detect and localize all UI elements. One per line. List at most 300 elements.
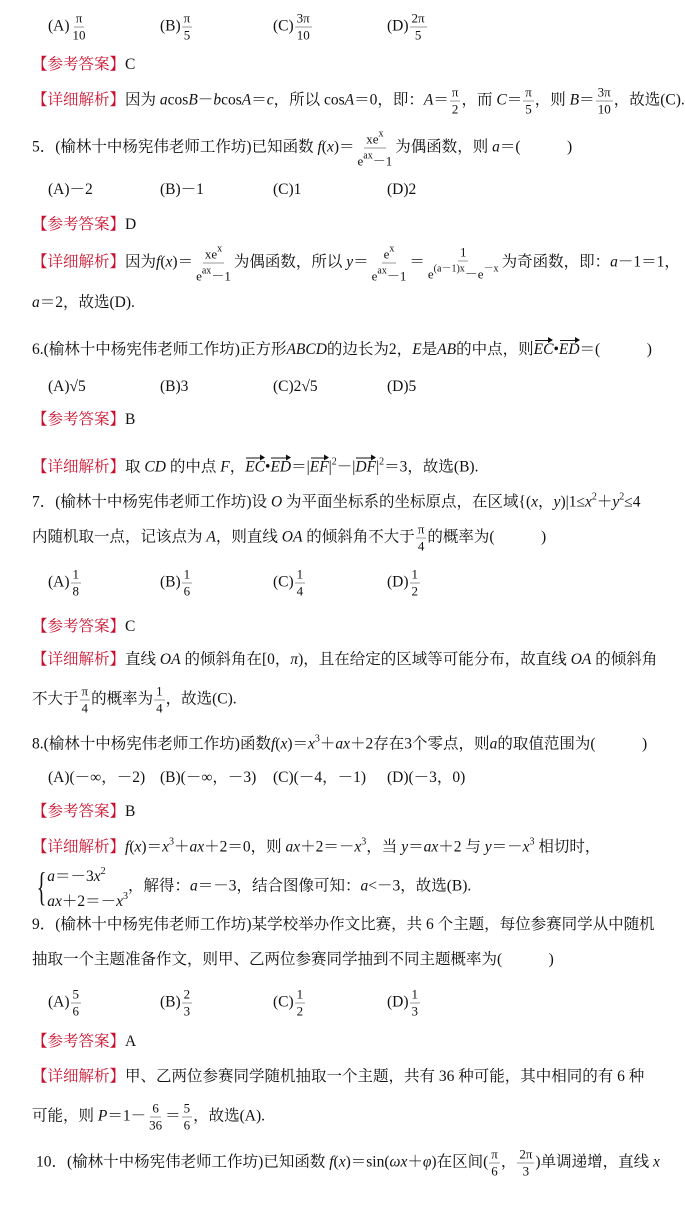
text: 为偶函数，则 (395, 138, 493, 156)
math-variable: π (290, 651, 299, 668)
denominator (182, 28, 193, 44)
answer-option (273, 987, 306, 1020)
text: xe (366, 131, 379, 147)
section-label: 【参考答案】 (32, 56, 126, 73)
text: 因为 (125, 91, 160, 109)
text: e (427, 266, 434, 281)
text: cos (221, 91, 242, 109)
text: (B) (160, 17, 181, 35)
math-variable: F (220, 458, 230, 476)
answer-option (160, 987, 193, 1020)
numerator (489, 1147, 500, 1164)
math-variable: C (496, 91, 507, 109)
numerator (203, 242, 224, 264)
text: 3 (522, 1163, 530, 1179)
text-line (32, 914, 655, 936)
answer-option (160, 767, 256, 789)
numerator (596, 85, 613, 102)
text: 的中点，则 (456, 341, 534, 358)
math-variable: a (47, 868, 55, 885)
text: ＝ (165, 1107, 181, 1125)
detailed-solution (32, 649, 657, 671)
math-variable: x (652, 1153, 660, 1171)
text: π (525, 84, 532, 100)
text: 8.(榆林十中杨宪伟老师工作坊)函数 (32, 735, 271, 753)
math-variable: x (522, 838, 530, 856)
fraction (295, 987, 306, 1020)
answer-option (160, 567, 193, 600)
text: 6 (183, 583, 191, 599)
math-variable: ABCD (286, 341, 327, 358)
text: ，当 (366, 838, 402, 856)
text: 为平面坐标系的坐标原点，在区域{( (282, 493, 532, 511)
text: )在区间( (431, 1153, 489, 1171)
text: ＋ (319, 735, 336, 753)
text: 10 (597, 101, 611, 117)
text: 3π (296, 10, 310, 26)
answer-option (273, 767, 366, 789)
text: 5．(榆林十中杨宪伟老师工作坊)已知函数 (32, 138, 318, 156)
text: －e (464, 266, 484, 281)
text: • (553, 341, 559, 358)
math-variable: ax (47, 893, 62, 910)
text: ＋2＝－ (300, 838, 355, 856)
math-variable: a (32, 294, 40, 311)
text: ( (129, 838, 135, 856)
fraction (426, 244, 501, 282)
fraction (523, 85, 534, 118)
text: 8 (72, 583, 80, 599)
math-variable: A (241, 91, 252, 109)
math-variable: y (484, 838, 492, 856)
text: 7．(榆林十中杨宪伟老师工作坊)设 (32, 493, 271, 511)
math-variable: B (569, 91, 580, 109)
math-variable: f (156, 253, 161, 271)
denominator (450, 102, 461, 118)
fraction (596, 85, 613, 118)
fraction (517, 1147, 534, 1180)
text-line (32, 684, 237, 717)
math-variable: f (125, 838, 130, 856)
text: ＋ (407, 1153, 423, 1171)
text: ( (333, 1153, 339, 1171)
text-line (32, 292, 135, 314)
text: 9．(榆林十中杨宪伟老师工作坊)某学校举办作文比赛，共 6 个主题，每位参赛同学从中随机 (32, 916, 655, 933)
text: 2π (411, 10, 425, 26)
text: ＝ (353, 253, 369, 271)
math-variable: O (270, 493, 283, 511)
numerator (71, 567, 82, 584)
math-variable: x (338, 1153, 346, 1171)
fraction (295, 567, 306, 600)
math-variable: OA (159, 651, 181, 668)
answer-option (273, 11, 313, 44)
text: ＝ (408, 838, 424, 856)
text: (D)5 (387, 378, 417, 395)
answer-option (273, 567, 306, 600)
numerator (295, 11, 312, 28)
text: －1 (372, 153, 393, 169)
section-label: 【详细解析】 (32, 651, 126, 668)
text: π (417, 521, 425, 537)
text: ，故选(C). (613, 91, 685, 109)
answer-option (387, 567, 421, 600)
superscript: 3 (529, 836, 535, 848)
text: 的倾斜角 (591, 651, 658, 668)
math-variable: OA (281, 528, 303, 546)
text: 为偶函数，所以 (233, 253, 347, 271)
numerator (150, 1101, 161, 1118)
fraction (194, 242, 233, 285)
text: • (265, 458, 271, 476)
math-variable: P (97, 1107, 108, 1125)
text: (A) (48, 17, 70, 35)
text: 1 (296, 986, 304, 1002)
text: 3 (183, 1003, 191, 1019)
answer-option (273, 179, 301, 201)
superscript: ax (377, 265, 387, 277)
text: e (383, 246, 390, 262)
math-variable: a (492, 138, 500, 156)
section-label: 【参考答案】 (32, 803, 126, 820)
text: | (376, 458, 380, 476)
text: (A) (48, 573, 70, 591)
denominator (154, 701, 165, 717)
text: 4 (81, 700, 89, 716)
section-label: 【参考答案】 (32, 411, 126, 428)
text: (C) (273, 573, 294, 591)
text: ，故选(A). (193, 1107, 266, 1125)
math-variable: E (412, 341, 422, 358)
numerator (450, 85, 461, 102)
text: ＋2＝0，则 (204, 838, 286, 856)
math-variable: y (553, 493, 561, 511)
denominator (370, 264, 409, 285)
text: )＝ (172, 253, 194, 271)
math-variable: a (610, 253, 618, 271)
detailed-solution (32, 242, 680, 285)
denominator (426, 261, 501, 282)
text: C (125, 56, 136, 73)
reference-answer (32, 1031, 136, 1053)
equation-rows (47, 862, 128, 912)
superscript: 3 (168, 836, 174, 848)
math-variable: x (280, 735, 288, 753)
text: 2 (451, 101, 459, 117)
left-brace: { (36, 864, 47, 909)
text-line (32, 522, 546, 555)
superscript: 3 (123, 891, 128, 902)
reference-answer (32, 801, 135, 823)
text: 的边长为2， (326, 341, 413, 358)
text: (C)1 (273, 181, 302, 198)
text: ，则直线 (215, 528, 282, 546)
text: 4 (417, 538, 425, 554)
math-variable: x (165, 253, 173, 271)
math-variable: B (188, 91, 198, 109)
reference-answer (32, 214, 136, 236)
text: (D) (387, 573, 409, 591)
text: (A)(－∞，－2) (48, 769, 146, 786)
text: 2π (519, 1146, 533, 1162)
vector: EF (310, 457, 329, 479)
text: ，则 (534, 91, 570, 109)
text: 可能，则 (32, 1107, 98, 1125)
fraction (356, 127, 395, 170)
text: )单调递增，直线 (535, 1153, 653, 1171)
denominator (295, 28, 312, 44)
denominator (194, 264, 233, 285)
text: π (81, 683, 89, 699)
section-label: 【参考答案】 (32, 618, 126, 635)
text: －1 (386, 268, 407, 284)
math-variable: x (116, 893, 123, 910)
text: 4 (156, 700, 163, 716)
fraction (182, 1101, 193, 1134)
denominator (410, 1004, 421, 1020)
text: π (491, 1146, 498, 1162)
text: －1＝1， (617, 253, 680, 271)
superscript: x (378, 128, 384, 140)
text: 1 (459, 244, 467, 259)
denominator (410, 584, 421, 600)
reference-answer (32, 616, 135, 638)
math-variable: a (190, 877, 198, 895)
text: (B)－1 (160, 181, 204, 198)
text: 的倾斜角在[0， (180, 651, 291, 668)
answer-option (48, 567, 82, 600)
text: )＝ (333, 138, 355, 156)
math-variable: φ (422, 1153, 432, 1171)
numerator (458, 244, 469, 261)
fraction (295, 11, 312, 44)
text: B (125, 803, 136, 820)
numerator (410, 11, 427, 28)
detailed-solution (32, 1066, 644, 1088)
text: (B)(－∞，－3) (160, 769, 257, 786)
math-variable: OA (570, 651, 592, 668)
denominator (489, 1164, 500, 1180)
text: 10．(榆林十中杨宪伟老师工作坊)已知函数 (36, 1153, 330, 1171)
text: (A)√5 (48, 378, 86, 395)
answer-option (48, 987, 82, 1020)
numerator (295, 987, 306, 1004)
text: ＋2存在3个零点，则 (350, 735, 490, 753)
math-variable: ax (335, 735, 351, 753)
denominator (521, 1164, 532, 1180)
math-variable: x (134, 838, 142, 856)
numerator (154, 684, 165, 701)
text: －1 (211, 268, 231, 284)
text: B (125, 411, 136, 428)
text: ＝0，即： (354, 91, 424, 109)
text: ， (538, 493, 554, 511)
answer-option (48, 767, 145, 789)
math-variable: x (326, 138, 334, 156)
text: 取 (125, 458, 145, 476)
superscript: (a－1)x (433, 263, 465, 274)
text: (C)(－4，－1) (273, 769, 366, 786)
text: e (196, 268, 202, 284)
text: ( (160, 253, 166, 271)
text: (D)(－3，0) (387, 769, 466, 786)
text: ＝ (579, 91, 595, 109)
text: 1 (411, 566, 419, 582)
text: (B) (160, 573, 181, 591)
text: )＝sin( (345, 1153, 390, 1171)
section-label: 【详细解析】 (32, 91, 126, 109)
math-variable: f (270, 735, 276, 753)
text: (B)3 (160, 378, 189, 395)
text: 5 (414, 27, 422, 43)
superscript: x (217, 243, 223, 255)
text: 1 (296, 566, 304, 582)
text: 3π (597, 84, 611, 100)
answer-option (273, 376, 318, 398)
math-variable: f (317, 138, 322, 156)
text: ＋ (173, 838, 190, 856)
answer-option (387, 987, 421, 1020)
text: ( (275, 735, 281, 753)
math-variable: A (423, 91, 434, 109)
math-variable: x (531, 493, 539, 511)
math-variable: f (329, 1153, 334, 1171)
numerator (74, 11, 85, 28)
text: A (125, 1033, 137, 1050)
math-variable: A (344, 91, 355, 109)
text: ＝| (291, 458, 310, 476)
math-variable: x (584, 493, 592, 511)
math-variable: a (489, 735, 498, 753)
section-label: 【参考答案】 (32, 216, 126, 233)
fraction (370, 242, 409, 285)
text: ＝ (251, 91, 267, 109)
text: 是 (421, 341, 438, 358)
math-variable: ax (423, 838, 439, 856)
math-variable: ax (189, 838, 205, 856)
text: 5 (525, 101, 532, 117)
text: ＝3，故选(B). (384, 458, 479, 476)
text: 因为 (125, 253, 157, 271)
numerator (410, 567, 421, 584)
text: 相切时， (534, 838, 601, 856)
math-variable: x (308, 735, 315, 753)
text: ＝－3，结合图像可知： (197, 877, 361, 895)
text: 为奇函数，即： (501, 253, 611, 271)
answer-option (160, 376, 188, 398)
text: C (125, 618, 136, 635)
text-line (32, 127, 572, 170)
section-label: 【详细解析】 (32, 838, 126, 856)
text: 1 (411, 986, 419, 1002)
reference-answer (32, 54, 135, 76)
fraction (182, 11, 193, 44)
fraction (416, 522, 427, 555)
equation-row (47, 862, 128, 887)
superscript: 2 (331, 456, 337, 468)
denominator (182, 1004, 193, 1020)
text: 1 (72, 566, 80, 582)
denominator (147, 1118, 164, 1134)
math-variable: A (206, 528, 216, 546)
text: ＝－ (491, 838, 523, 856)
text-line (32, 729, 647, 756)
text: 5 (183, 1100, 191, 1116)
answer-option (48, 11, 89, 44)
numerator (182, 11, 193, 28)
text: )＝ (141, 838, 163, 856)
math-variable: a (360, 877, 369, 895)
numerator (80, 684, 91, 701)
numerator (517, 1147, 534, 1164)
answer-option (160, 11, 193, 44)
fraction (182, 987, 193, 1020)
text: 36 (149, 1117, 163, 1133)
section-label: 【参考答案】 (32, 1033, 126, 1050)
denominator (596, 102, 613, 118)
text: (D) (387, 993, 409, 1011)
text: )，且在给定的区域等可能分布，故直线 (298, 651, 571, 668)
text: 2 (183, 986, 191, 1002)
fraction (71, 987, 82, 1020)
denominator (413, 28, 424, 44)
text: 不大于 (32, 690, 79, 708)
text: π (183, 10, 191, 26)
detailed-solution (32, 452, 478, 479)
superscript: 3 (314, 733, 320, 745)
superscript: －x (483, 263, 499, 274)
text: ＝( ) (499, 138, 573, 156)
fraction (71, 567, 82, 600)
math-variable: a (159, 91, 168, 109)
text: (C) (273, 993, 294, 1011)
text: (C)2√5 (273, 378, 318, 395)
text: －| (336, 458, 356, 476)
text: xe (204, 246, 218, 262)
fraction (80, 684, 91, 717)
text: 甲、乙两位参赛同学随机抽取一个主题，共有 36 种可能，其中相同的有 6 种 (125, 1068, 645, 1085)
text: ＋2＝－ (61, 893, 117, 910)
text: 3 (411, 1003, 419, 1019)
math-variable: CD (144, 458, 166, 476)
vector: EC (534, 339, 554, 361)
equation-row (47, 887, 128, 912)
text: ＝－3 (54, 868, 94, 885)
math-variable: AB (437, 341, 457, 358)
answer-option (387, 376, 416, 398)
numerator (182, 567, 193, 584)
text: ，而 (461, 91, 497, 109)
math-variable: x (162, 838, 169, 856)
denominator (295, 1004, 306, 1020)
text: 6 (72, 1003, 80, 1019)
denominator (80, 701, 91, 717)
text: ＋2 与 (438, 838, 485, 856)
numerator (523, 85, 534, 102)
text: ＝ (409, 253, 425, 271)
text: ≤4 (624, 493, 641, 511)
text: 2 (411, 583, 419, 599)
denominator (416, 539, 427, 555)
text: 的中点 (165, 458, 221, 476)
text: ＝( ) (579, 341, 652, 358)
denominator (71, 584, 82, 600)
text: cos (167, 91, 189, 109)
text: 的概率为 (91, 690, 154, 708)
text: )|1≤ (560, 493, 585, 511)
vector: ED (559, 339, 580, 361)
text: ( (321, 138, 327, 156)
